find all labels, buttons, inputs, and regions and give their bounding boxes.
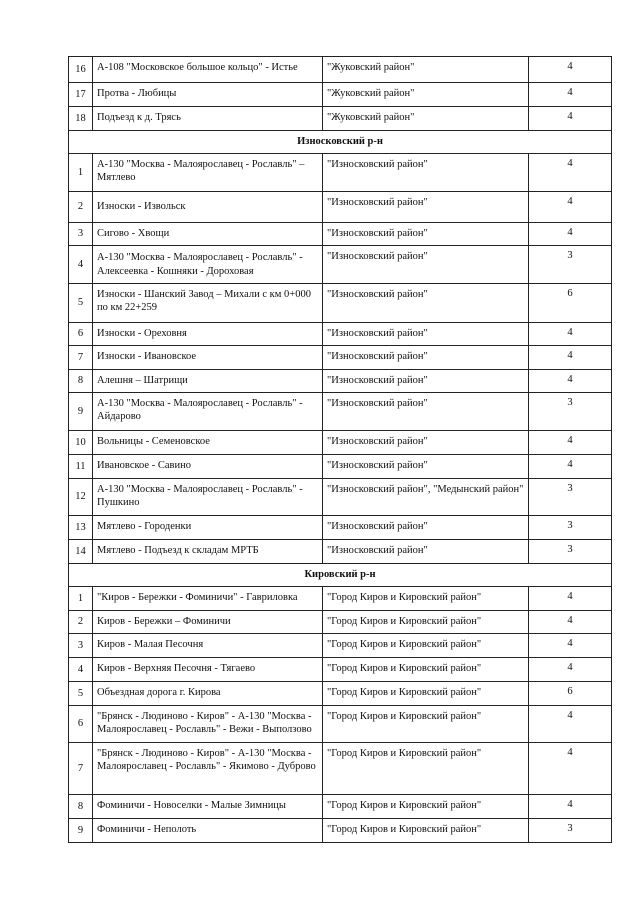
road-name: Мятлево - Городенки [93,516,323,540]
table-row [69,431,612,455]
row-number: 6 [69,706,93,743]
table-row [69,479,612,516]
district-name: "Город Киров и Кировский район" [323,819,529,843]
road-name: Износки - Шанский Завод – Михали с км 0+000 по км 22+259 [93,284,323,323]
district-name: "Износковский район" [323,455,529,479]
road-category: 3 [529,246,612,284]
table-row [69,57,612,83]
road-name: Мятлево - Подъезд к складам МРТБ [93,540,323,564]
road-name: Протва - Любицы [93,83,323,107]
row-number: 17 [69,83,93,107]
table-row [69,346,612,370]
row-number: 16 [69,57,93,83]
table-row [69,284,612,323]
district-name: "Износковский район" [323,370,529,393]
road-category: 4 [529,795,612,819]
row-number: 8 [69,795,93,819]
district-name: "Город Киров и Кировский район" [323,587,529,611]
road-category: 4 [529,658,612,682]
road-name: Киров - Малая Песочня [93,634,323,658]
table-row [69,682,612,706]
row-number: 4 [69,658,93,682]
road-category: 4 [529,57,612,83]
table-row [69,154,612,192]
district-name: "Износковский район" [323,516,529,540]
district-name: "Износковский район" [323,192,529,223]
table-row [69,587,612,611]
road-name: Вольницы - Семеновское [93,431,323,455]
district-name: "Износковский район" [323,431,529,455]
road-category: 4 [529,370,612,393]
row-number: 9 [69,393,93,431]
table-row [69,393,612,431]
table-row [69,192,612,223]
road-name: Износки - Ореховня [93,323,323,346]
row-number: 5 [69,682,93,706]
table-row [69,611,612,634]
roads-table [68,56,612,843]
table-row [69,795,612,819]
district-name: "Город Киров и Кировский район" [323,611,529,634]
row-number: 13 [69,516,93,540]
road-name: Объездная дорога г. Кирова [93,682,323,706]
road-name: А-108 "Московское большое кольцо" - Истье [93,57,323,83]
section-header-row [69,564,612,587]
row-number: 12 [69,479,93,516]
district-name: "Износковский район" [323,154,529,192]
road-category: 4 [529,192,612,223]
district-name: "Износковский район" [323,346,529,370]
district-name: "Износковский район" [323,246,529,284]
district-name: "Город Киров и Кировский район" [323,658,529,682]
road-category: 4 [529,223,612,246]
district-name: "Город Киров и Кировский район" [323,795,529,819]
district-name: "Износковский район" [323,284,529,323]
road-category: 4 [529,611,612,634]
table-row [69,83,612,107]
table-row [69,540,612,564]
road-name: "Киров - Бережки - Фоминичи" - Гавриловка [93,587,323,611]
road-category: 6 [529,284,612,323]
road-name: Подъезд к д. Трясь [93,107,323,131]
road-name: А-130 "Москва - Малоярославец - Рославль" - Пушкино [93,479,323,516]
road-category: 4 [529,455,612,479]
table-row [69,658,612,682]
district-name: "Износковский район", "Медынский район" [323,479,529,516]
road-name: Ивановское - Савино [93,455,323,479]
row-number: 2 [69,611,93,634]
road-category: 3 [529,540,612,564]
road-category: 4 [529,107,612,131]
road-category: 4 [529,706,612,743]
road-category: 3 [529,819,612,843]
district-name: "Износковский район" [323,323,529,346]
table-row [69,370,612,393]
table-row [69,323,612,346]
section-header-row [69,131,612,154]
district-name: "Износковский район" [323,540,529,564]
row-number: 7 [69,346,93,370]
district-name: "Город Киров и Кировский район" [323,706,529,743]
road-category: 4 [529,154,612,192]
row-number: 1 [69,587,93,611]
district-name: "Жуковский район" [323,57,529,83]
table-row [69,634,612,658]
district-name: "Жуковский район" [323,83,529,107]
road-category: 4 [529,634,612,658]
table-row [69,246,612,284]
section-title: Износковский р-н [69,131,612,154]
district-name: "Город Киров и Кировский район" [323,743,529,795]
table-row [69,223,612,246]
table-row [69,516,612,540]
section-title: Кировский р-н [69,564,612,587]
district-name: "Город Киров и Кировский район" [323,634,529,658]
table-row [69,743,612,795]
road-name: Износки - Ивановское [93,346,323,370]
row-number: 14 [69,540,93,564]
row-number: 3 [69,634,93,658]
road-category: 4 [529,431,612,455]
road-name: Алешня – Шатрищи [93,370,323,393]
district-name: "Жуковский район" [323,107,529,131]
table-row [69,107,612,131]
row-number: 10 [69,431,93,455]
road-name: Фоминичи - Неполоть [93,819,323,843]
road-name: "Брянск - Людиново - Киров" - А-130 "Москва - Малоярославец - Рославль" - Вежи - Выползово [93,706,323,743]
road-category: 4 [529,346,612,370]
road-category: 4 [529,323,612,346]
road-name: Киров - Бережки – Фоминичи [93,611,323,634]
road-category: 3 [529,479,612,516]
row-number: 11 [69,455,93,479]
table-row [69,455,612,479]
table-row [69,706,612,743]
road-name: Сигово - Хвощи [93,223,323,246]
row-number: 2 [69,192,93,223]
table-row [69,819,612,843]
road-name: Износки - Извольск [93,192,323,223]
district-name: "Город Киров и Кировский район" [323,682,529,706]
district-name: "Износковский район" [323,393,529,431]
row-number: 1 [69,154,93,192]
road-category: 4 [529,83,612,107]
row-number: 18 [69,107,93,131]
road-category: 4 [529,587,612,611]
road-name: А-130 "Москва - Малоярославец - Рославль" – Мятлево [93,154,323,192]
row-number: 3 [69,223,93,246]
road-category: 6 [529,682,612,706]
row-number: 6 [69,323,93,346]
row-number: 8 [69,370,93,393]
row-number: 7 [69,743,93,795]
road-category: 4 [529,743,612,795]
row-number: 4 [69,246,93,284]
road-name: А-130 "Москва - Малоярославец - Рославль" - Алексеевка - Кошняки - Дороховая [93,246,323,284]
road-name: А-130 "Москва - Малоярославец - Рославль" - Айдарово [93,393,323,431]
row-number: 5 [69,284,93,323]
road-name: Фоминичи - Новоселки - Малые Зимницы [93,795,323,819]
road-category: 3 [529,516,612,540]
road-name: Киров - Верхняя Песочня - Тягаево [93,658,323,682]
district-name: "Износковский район" [323,223,529,246]
road-name: "Брянск - Людиново - Киров" - А-130 "Москва - Малоярославец - Рославль" - Якимово - Дуброво [93,743,323,795]
row-number: 9 [69,819,93,843]
road-category: 3 [529,393,612,431]
